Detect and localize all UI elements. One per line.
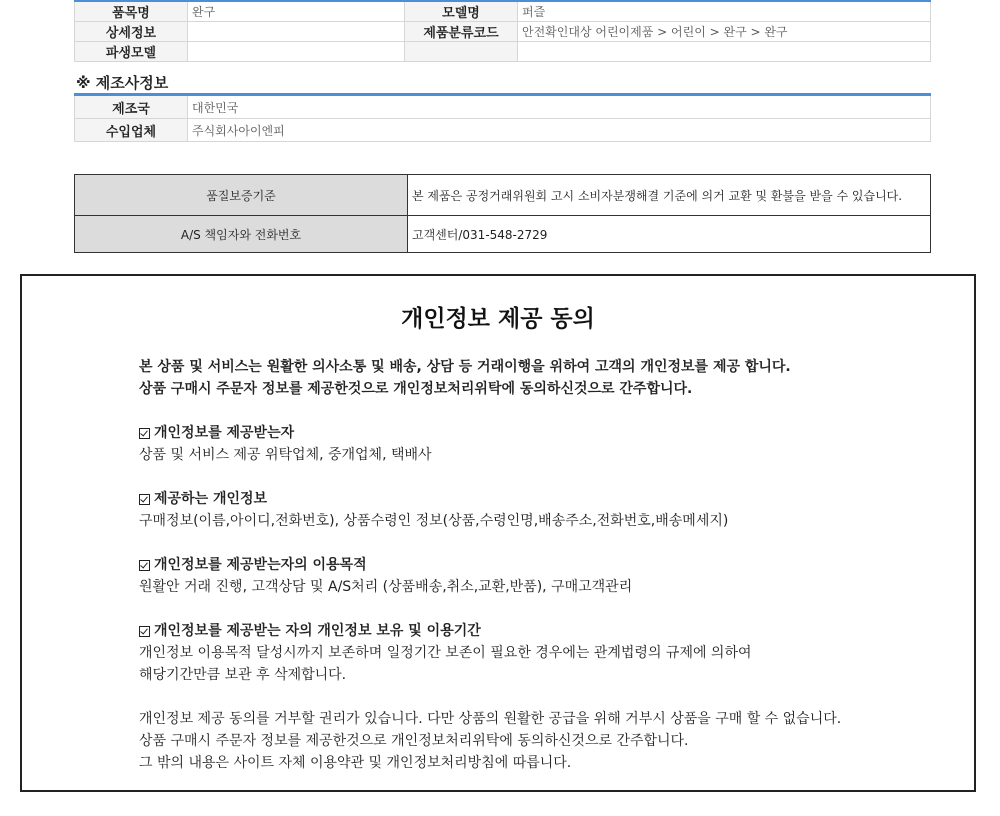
section-line: 구매정보(이름,아이디,전화번호), 상품수령인 정보(상품,수령인명,배송주소,전화번호,배송메세지) [139, 513, 729, 529]
intro-line: 본 상품 및 서비스는 원활한 의사소통 및 배송, 상담 등 거래이행을 위하여 고객의 개인정보를 제공 합니다. [139, 359, 791, 375]
row-header: 수입업체 [75, 119, 188, 142]
consent-body [139, 356, 939, 774]
privacy-consent-box [20, 274, 976, 792]
row-header: 제품분류코드 [405, 22, 518, 42]
table-row [75, 216, 931, 253]
consent-title: 개인정보 제공 동의 [401, 306, 595, 332]
consent-section [139, 554, 939, 598]
section-line: 개인정보 이용목적 달성시까지 보존하며 일정기간 보존이 필요한 경우에는 관계법령의 규제에 의하여 [139, 645, 752, 661]
consent-footer [139, 708, 939, 774]
section-line: 해당기간만큼 보관 후 삭제합니다. [139, 667, 347, 683]
warranty-table [74, 174, 931, 253]
section-heading [139, 554, 939, 576]
row-value: 주식회사아이엔피 [188, 119, 931, 142]
row-value [188, 42, 405, 62]
table-row [75, 1, 931, 22]
row-value: 대한민국 [188, 95, 931, 119]
row-header: 품목명 [75, 1, 188, 22]
section-heading-text: 개인정보를 제공받는 자의 개인정보 보유 및 이용기간 [154, 623, 481, 639]
table-row [75, 95, 931, 119]
row-header: A/S 책임자와 전화번호 [75, 216, 408, 253]
row-value: 안전확인대상 어린이제품 > 어린이 > 완구 > 완구 [518, 22, 931, 42]
table-row [75, 42, 931, 62]
section-heading [139, 488, 939, 510]
consent-section [139, 488, 939, 532]
manufacturer-title: ※ 제조사정보 [76, 74, 169, 92]
footer-line: 상품 구매시 주문자 정보를 제공한것으로 개인정보처리위탁에 동의하신것으로 간주합니다. [139, 733, 689, 749]
section-heading [139, 620, 939, 642]
consent-intro [139, 356, 939, 400]
row-value: 고객센터/031-548-2729 [408, 216, 931, 253]
section-heading [139, 422, 939, 444]
checkbox-checked-icon [139, 428, 150, 439]
table-row [75, 22, 931, 42]
section-line: 원활안 거래 진행, 고객상담 및 A/S처리 (상품배송,취소,교환,반품), 구매고객관리 [139, 579, 633, 595]
table-row [75, 175, 931, 216]
row-header: 모델명 [405, 1, 518, 22]
footer-line: 개인정보 제공 동의를 거부할 권리가 있습니다. 다만 상품의 원활한 공급을 위해 거부시 상품을 구매 할 수 없습니다. [139, 711, 842, 727]
row-header: 파생모델 [75, 42, 188, 62]
row-value: 완구 [188, 1, 405, 22]
row-header: 품질보증기준 [75, 175, 408, 216]
product-info-table [74, 0, 931, 62]
section-line: 상품 및 서비스 제공 위탁업체, 중개업체, 택배사 [139, 447, 432, 463]
section-heading-text: 개인정보를 제공받는자의 이용목적 [154, 557, 367, 573]
checkbox-checked-icon [139, 560, 150, 571]
row-header: 상세정보 [75, 22, 188, 42]
footer-line: 그 밖의 내용은 사이트 자체 이용약관 및 개인정보처리방침에 따릅니다. [139, 755, 572, 771]
section-heading-text: 개인정보를 제공받는자 [154, 425, 295, 441]
row-value: 본 제품은 공정거래위원회 고시 소비자분쟁해결 기준에 의거 교환 및 환불을 받을 수 있습니다. [408, 175, 931, 216]
row-value [518, 42, 931, 62]
consent-section [139, 422, 939, 466]
row-value [188, 22, 405, 42]
intro-line: 상품 구매시 주문자 정보를 제공한것으로 개인정보처리위탁에 동의하신것으로 간주합니다. [139, 381, 693, 397]
table-row [75, 119, 931, 142]
row-value: 퍼즐 [518, 1, 931, 22]
row-header [405, 42, 518, 62]
row-header: 제조국 [75, 95, 188, 119]
section-heading-text: 제공하는 개인정보 [154, 491, 268, 507]
checkbox-checked-icon [139, 626, 150, 637]
consent-section [139, 620, 939, 686]
manufacturer-table [74, 93, 931, 142]
checkbox-checked-icon [139, 494, 150, 505]
